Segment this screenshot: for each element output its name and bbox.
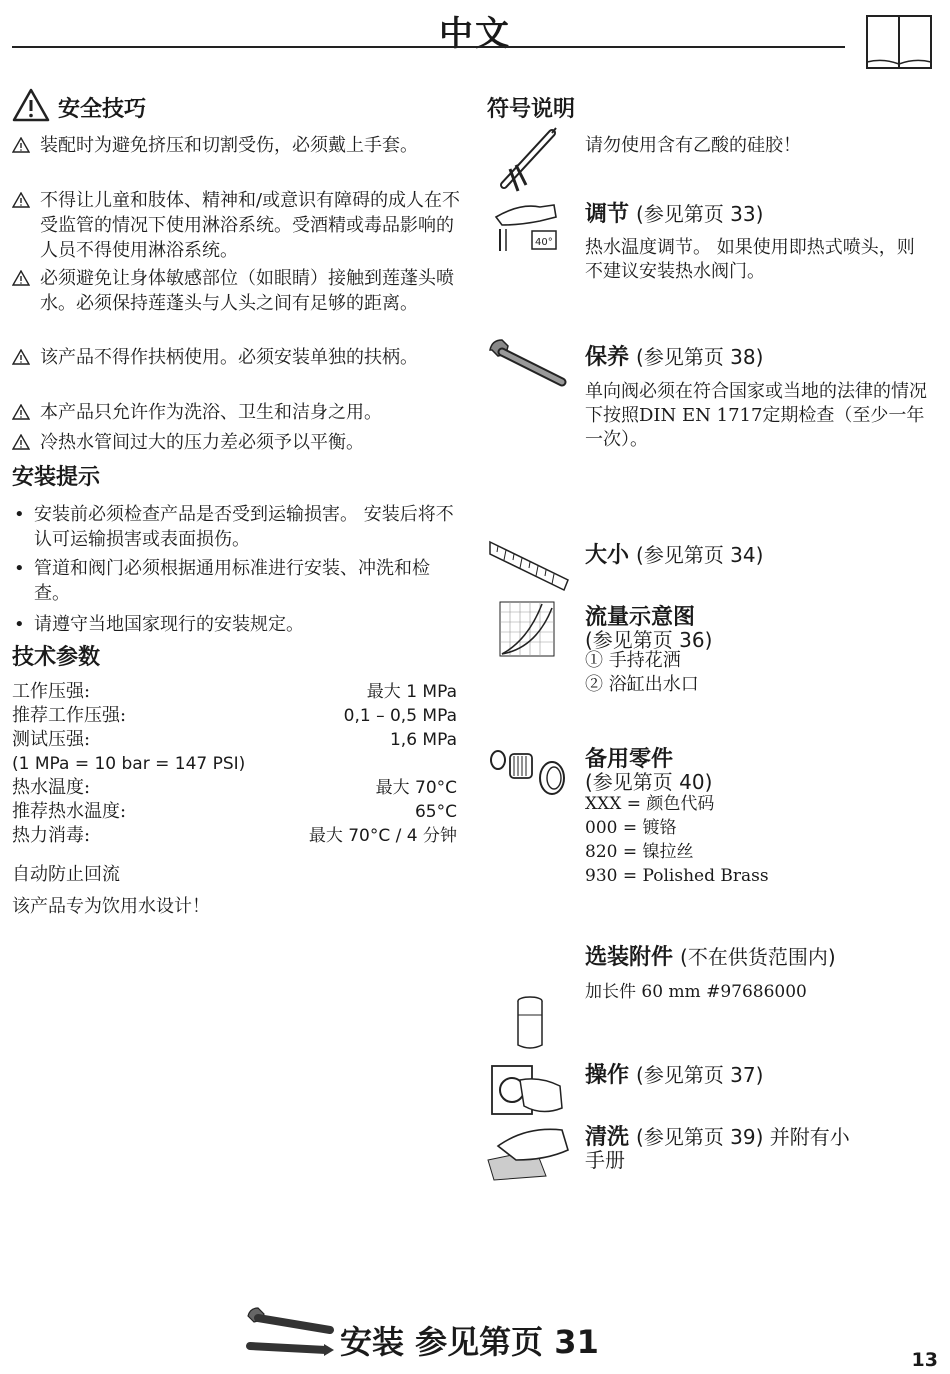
operation-heading: 操作 (参见第页 37) <box>585 1062 764 1088</box>
flow-item: ① 手持花洒 <box>585 650 681 671</box>
spec-row <box>12 800 457 824</box>
safety-item <box>12 430 462 455</box>
install-note-text: 管道和阀门必须根据通用标准进行安装、冲洗和检查。 <box>34 558 430 604</box>
page-number: 13 <box>911 1349 938 1371</box>
drinking-water-note: 该产品专为饮用水设计！ <box>12 896 210 917</box>
spec-label: 工作压强: <box>12 681 91 702</box>
safety-heading: 安全技巧 <box>58 96 147 122</box>
bullet-icon: • <box>14 558 25 579</box>
safety-item <box>12 345 462 370</box>
safety-item <box>12 266 462 316</box>
backflow-note: 自动防止回流 <box>12 864 120 885</box>
install-note-item <box>12 502 462 552</box>
safety-item-text: 冷热水管间过大的压力差必须予以平衡。 <box>40 432 364 453</box>
install-note-item <box>12 612 462 637</box>
maintenance-text: 单向阀必须在符合国家或当地的法律的情况下按照DIN EN 1717定期检查（至少一年一次）。 <box>585 381 927 450</box>
spec-row <box>12 704 457 728</box>
spare-line: XXX = 颜色代码 <box>585 794 715 814</box>
page-title: 中文 <box>439 14 511 54</box>
spec-label: 热力消毒: <box>12 825 91 846</box>
accessory-text: 加长件 60 mm #97686000 <box>585 982 807 1002</box>
temperature-adjust-icon <box>490 195 562 257</box>
spec-value: 最大 70°C <box>375 778 457 798</box>
bullet-icon: • <box>14 504 25 525</box>
spare-ref: (参见第页 40) <box>585 770 713 794</box>
footer-install-ref: 安装 参见第页 31 <box>340 1323 599 1361</box>
extension-icon <box>510 995 550 1055</box>
symbols-heading: 符号说明 <box>487 96 576 122</box>
silicone-gun-icon <box>496 125 558 195</box>
accessory-heading: 选装附件 (不在供货范围内) <box>585 944 836 970</box>
warning-icon <box>12 88 50 122</box>
safety-item-text: 本产品只允许作为洗浴、卫生和洁身之用。 <box>40 402 382 423</box>
warning-small-icon <box>12 434 30 450</box>
spare-line: 820 = 镍拉丝 <box>585 842 694 862</box>
spec-value: 最大 1 MPa <box>366 682 457 702</box>
tech-heading: 技术参数 <box>12 644 101 670</box>
ruler-icon <box>488 540 570 592</box>
safety-item <box>12 400 462 425</box>
flow-ref: (参见第页 36) <box>585 628 713 652</box>
spec-label: 热水温度: <box>12 777 91 798</box>
tools-icon <box>244 1306 336 1360</box>
spare-line: 000 = 镀铬 <box>585 818 677 838</box>
safety-item-text: 该产品不得作扶柄使用。必须安装单独的扶柄。 <box>40 347 418 368</box>
spec-row <box>12 824 457 848</box>
cleaning-hand-icon <box>486 1120 572 1182</box>
install-notes-heading: 安装提示 <box>12 464 101 490</box>
adjust-heading: 调节 (参见第页 33) <box>585 201 764 227</box>
safety-item-text: 必须避免让身体敏感部位（如眼睛）接触到莲蓬头喷水。必须保持莲蓬头与人头之间有足够的距离。 <box>40 268 454 314</box>
wrench-icon <box>486 336 572 396</box>
install-note-text: 请遵守当地国家现行的安装规定。 <box>34 614 304 635</box>
spec-row <box>12 776 457 800</box>
spec-value: 0,1 – 0,5 MPa <box>343 706 457 726</box>
safety-item-text: 不得让儿童和肢体、精神和/或意识有障碍的成人在不受监管的情况下使用淋浴系统。受酒精或毒品影响的人员不得使用淋浴系统。 <box>40 190 461 261</box>
cleaning-heading-cont: 手册 <box>585 1148 625 1172</box>
spec-value: 最大 70°C / 4 分钟 <box>308 826 457 846</box>
warning-small-icon <box>12 270 30 286</box>
spec-value: 1,6 MPa <box>389 730 457 750</box>
svg-text:40°: 40° <box>535 237 553 248</box>
warning-small-icon <box>12 349 30 365</box>
size-heading: 大小 (参见第页 34) <box>585 542 764 568</box>
spec-label: (1 MPa = 10 bar = 147 PSI) <box>12 754 246 774</box>
spec-label: 推荐工作压强: <box>12 705 127 726</box>
install-note-item <box>12 556 462 606</box>
spec-label: 测试压强: <box>12 729 91 750</box>
safety-item <box>12 188 462 263</box>
warning-small-icon <box>12 192 30 208</box>
spec-label: 推荐热水温度: <box>12 801 127 822</box>
flow-heading: 流量示意图 <box>585 604 696 630</box>
silicone-warning: 请勿使用含有乙酸的硅胶！ <box>585 135 801 156</box>
safety-item <box>12 133 462 158</box>
cleaning-heading: 清洗 (参见第页 39) 并附有小 <box>585 1124 850 1150</box>
safety-item-text: 装配时为避免挤压和切割受伤，必须戴上手套。 <box>40 135 418 156</box>
spare-heading: 备用零件 <box>585 746 674 772</box>
warning-small-icon <box>12 404 30 420</box>
spec-row <box>12 752 457 776</box>
install-note-text: 安装前必须检查产品是否受到运输损害。 安装后将不认可运输损害或表面损伤。 <box>34 504 454 550</box>
spec-value: 65°C <box>414 802 457 822</box>
operation-hand-icon <box>490 1062 566 1118</box>
flow-graph-icon <box>498 600 556 658</box>
warning-small-icon <box>12 137 30 153</box>
header-rule <box>12 46 845 48</box>
flow-item: ② 浴缸出水口 <box>585 674 699 695</box>
spec-row <box>12 728 457 752</box>
bullet-icon: • <box>14 614 25 635</box>
spec-row <box>12 680 457 704</box>
book-icon <box>865 14 933 70</box>
spare-line: 930 = Polished Brass <box>585 866 769 886</box>
adjust-text: 热水温度调节。 如果使用即热式喷头，则不建议安装热水阀门。 <box>585 237 915 282</box>
spare-parts-icon <box>488 740 572 800</box>
maintenance-heading: 保养 (参见第页 38) <box>585 344 764 370</box>
